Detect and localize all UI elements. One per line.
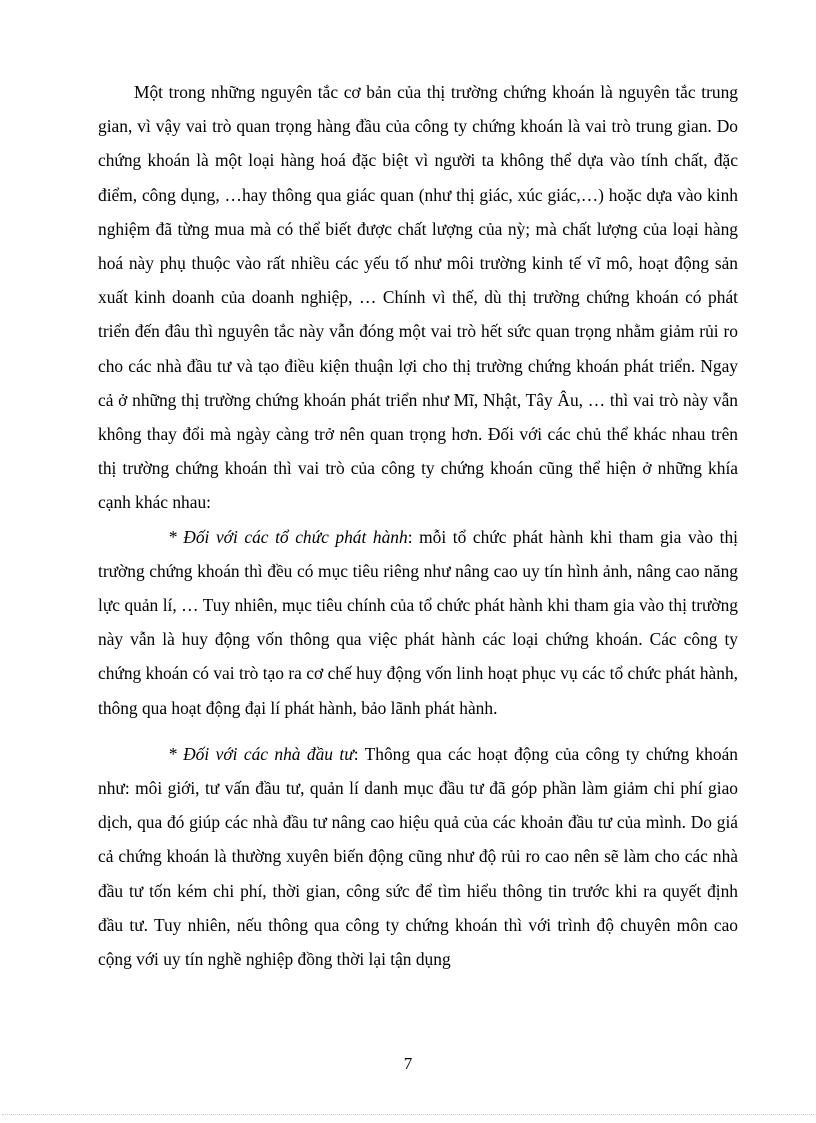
paragraph-issuers-heading: * Đối với các tổ chức phát hành [168,526,408,547]
paragraph-investors-heading: * Đối với các nhà đầu tư [168,743,354,764]
page-bottom-divider [2,1114,814,1115]
paragraph-investors [98,737,738,976]
paragraph-intro [98,75,738,520]
paragraph-issuers [98,520,738,725]
paragraph-intro-text: Một trong những nguyên tắc cơ bản của thị trường chứng khoán là nguyên tắc trung gian, vì vậy vai trò quan trọng hàng đầu của công ty chứng khoán là vai trò trung gian. Do chứng khoán là một loại hàng hoá đặc biệt vì người ta không thể dựa vào tính chất, đặc điểm, công dụng, …hay thông qua giác quan (như thị giác, xúc giác,…) hoặc dựa vào kinh nghiệm đã từng mua mà có thể biết được chất lượng của nỳ; mà chất lượng của loại hàng hoá này phụ thuộc vào rất nhiều các yếu tố như môi trường kinh tế vĩ mô, hoạt động sản xuất kinh doanh của doanh nghiệp, … Chính vì thế, dù thị trường chứng khoán có phát triển đến đâu thì nguyên tắc này vẫn đóng một vai trò hết sức quan trọng nhằm giảm rủi ro cho các nhà đầu tư và tạo điều kiện thuận lợi cho thị trường chứng khoán phát triển. Ngay cả ở những thị trường chứng khoán phát triển như Mĩ, Nhật, Tây Âu, … thì vai trò này vẫn không thay đổi mà ngày càng trở nên quan trọng hơn. Đối với các chủ thể khác nhau trên thị trường chứng khoán thì vai trò của công ty chứng khoán cũng thể hiện ở những khía cạnh khác nhau: [98,82,738,513]
body-text [98,75,738,976]
page-number: 7 [403,1054,413,1073]
paragraph-investors-text: : Thông qua các hoạt động của công ty chứng khoán như: môi giới, tư vấn đầu tư, quản lí danh mục đầu tư đã góp phần làm giảm chi phí giao dịch, qua đó giúp các nhà đầu tư nâng cao hiệu quả của các khoản đầu tư của mình. Do giá cả chứng khoán là thường xuyên biến động cũng như độ rủi ro cao nên sẽ làm cho các nhà đầu tư tốn kém chi phí, thời gian, công sức để tìm hiểu thông tin trước khi ra quyết định đầu tư. Tuy nhiên, nếu thông qua công ty chứng khoán thì với trình độ chuyên môn cao cộng với uy tín nghề nghiệp đồng thời lại tận dụng [98,743,738,970]
paragraph-issuers-text: : mỗi tổ chức phát hành khi tham gia vào thị trường chứng khoán thì đều có mục tiêu riêng như nâng cao uy tín hình ảnh, nâng cao năng lực quản lí, … Tuy nhiên, mục tiêu chính của tổ chức phát hành khi tham gia vào thị trường này vẫn là huy động vốn thông qua việc phát hành các loại chứng khoán. Các công ty chứng khoán có vai trò tạo ra cơ chế huy động vốn linh hoạt phục vụ các tổ chức phát hành, thông qua hoạt động đại lí phát hành, bảo lãnh phát hành. [98,526,738,718]
